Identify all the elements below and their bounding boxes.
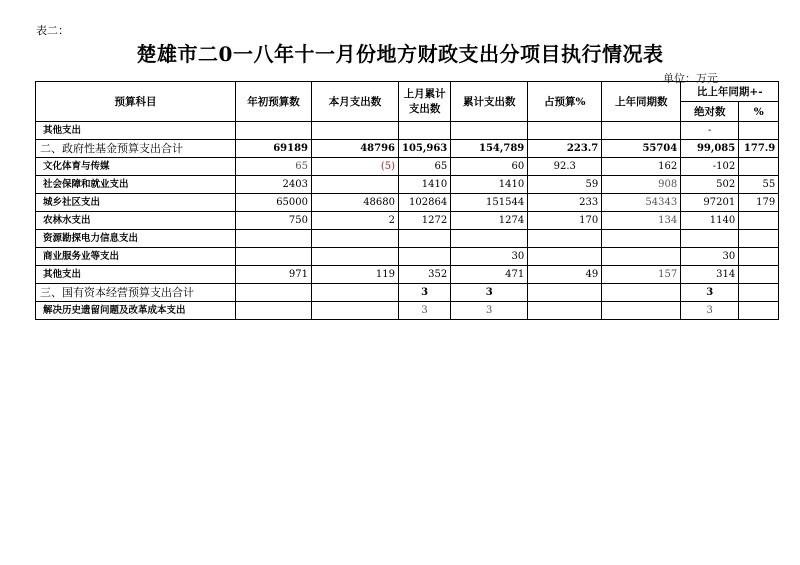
cell-last-month-cumulative: 3 bbox=[399, 302, 451, 320]
cell-yoy-percent bbox=[739, 212, 779, 230]
header-initial-budget: 年初预算数 bbox=[236, 82, 312, 122]
cell-initial-budget: 2403 bbox=[236, 176, 312, 194]
row-label: 农林水支出 bbox=[36, 212, 236, 230]
cell-month-expenditure bbox=[312, 176, 399, 194]
cell-percent-of-budget bbox=[528, 230, 602, 248]
cell-percent-of-budget: 92.3 bbox=[528, 158, 602, 176]
cell-last-month-cumulative: 105,963 bbox=[399, 140, 451, 158]
cell-initial-budget bbox=[236, 230, 312, 248]
cell-initial-budget bbox=[236, 284, 312, 302]
table-row bbox=[36, 158, 779, 176]
cell-month-expenditure bbox=[312, 122, 399, 140]
cell-cumulative-expenditure: 151544 bbox=[451, 194, 528, 212]
table-caption: 表二： bbox=[36, 24, 69, 37]
table-row bbox=[36, 284, 779, 302]
row-label: 商业服务业等支出 bbox=[36, 248, 236, 266]
header-percent-of-budget: 占预算% bbox=[528, 82, 602, 122]
cell-last-year: 55704 bbox=[602, 140, 681, 158]
table-row bbox=[36, 248, 779, 266]
row-label: 社会保障和就业支出 bbox=[36, 176, 236, 194]
table-row bbox=[36, 194, 779, 212]
cell-cumulative-expenditure: 1274 bbox=[451, 212, 528, 230]
table-row bbox=[36, 140, 779, 158]
cell-yoy-absolute: 1140 bbox=[681, 212, 739, 230]
cell-last-year bbox=[602, 302, 681, 320]
header-absolute: 绝对数 bbox=[681, 102, 739, 122]
cell-last-year: 908 bbox=[602, 176, 681, 194]
row-label: 城乡社区支出 bbox=[36, 194, 236, 212]
unit-label: 单位：万元 bbox=[663, 72, 718, 85]
cell-last-month-cumulative bbox=[399, 230, 451, 248]
row-label: 资源勘探电力信息支出 bbox=[36, 230, 236, 248]
cell-initial-budget: 750 bbox=[236, 212, 312, 230]
cell-yoy-percent bbox=[739, 266, 779, 284]
cell-percent-of-budget bbox=[528, 122, 602, 140]
row-label: 其他支出 bbox=[36, 122, 236, 140]
cell-cumulative-expenditure: 154,789 bbox=[451, 140, 528, 158]
table-row bbox=[36, 212, 779, 230]
table-row bbox=[36, 230, 779, 248]
cell-initial-budget bbox=[236, 248, 312, 266]
cell-yoy-absolute: -102 bbox=[681, 158, 739, 176]
header-last-month-cumulative: 上月累计支出数 bbox=[399, 82, 451, 122]
cell-percent-of-budget: 59 bbox=[528, 176, 602, 194]
row-label: 文化体育与传媒 bbox=[36, 158, 236, 176]
cell-month-expenditure: 119 bbox=[312, 266, 399, 284]
cell-percent-of-budget: 49 bbox=[528, 266, 602, 284]
cell-yoy-absolute: - bbox=[681, 122, 739, 140]
cell-cumulative-expenditure: 3 bbox=[451, 284, 528, 302]
cell-cumulative-expenditure bbox=[451, 122, 528, 140]
cell-percent-of-budget bbox=[528, 302, 602, 320]
cell-last-month-cumulative: 352 bbox=[399, 266, 451, 284]
cell-month-expenditure bbox=[312, 302, 399, 320]
cell-percent-of-budget: 223.7 bbox=[528, 140, 602, 158]
cell-yoy-absolute: 3 bbox=[681, 284, 739, 302]
cell-yoy-percent bbox=[739, 248, 779, 266]
cell-cumulative-expenditure: 1410 bbox=[451, 176, 528, 194]
cell-yoy-absolute bbox=[681, 230, 739, 248]
header-subject: 预算科目 bbox=[36, 82, 236, 122]
cell-yoy-absolute: 30 bbox=[681, 248, 739, 266]
header-yoy-change: 比上年同期+- bbox=[681, 82, 779, 102]
row-label: 三、国有资本经营预算支出合计 bbox=[36, 284, 236, 302]
row-label: 解决历史遗留问题及改革成本支出 bbox=[36, 302, 236, 320]
cell-yoy-percent bbox=[739, 230, 779, 248]
cell-yoy-absolute: 99,085 bbox=[681, 140, 739, 158]
cell-month-expenditure bbox=[312, 284, 399, 302]
header-month-expenditure: 本月支出数 bbox=[312, 82, 399, 122]
table-row bbox=[36, 122, 779, 140]
cell-month-expenditure bbox=[312, 230, 399, 248]
cell-month-expenditure: 48680 bbox=[312, 194, 399, 212]
cell-yoy-percent bbox=[739, 284, 779, 302]
cell-cumulative-expenditure: 471 bbox=[451, 266, 528, 284]
cell-yoy-percent bbox=[739, 302, 779, 320]
cell-last-year bbox=[602, 284, 681, 302]
cell-cumulative-expenditure: 30 bbox=[451, 248, 528, 266]
cell-yoy-absolute: 502 bbox=[681, 176, 739, 194]
cell-percent-of-budget bbox=[528, 284, 602, 302]
table-row bbox=[36, 266, 779, 284]
cell-percent-of-budget: 170 bbox=[528, 212, 602, 230]
cell-yoy-absolute: 3 bbox=[681, 302, 739, 320]
cell-last-year: 54343 bbox=[602, 194, 681, 212]
cell-last-month-cumulative: 1410 bbox=[399, 176, 451, 194]
header-last-year-same-period: 上年同期数 bbox=[602, 82, 681, 122]
cell-cumulative-expenditure bbox=[451, 230, 528, 248]
cell-month-expenditure bbox=[312, 248, 399, 266]
cell-last-year bbox=[602, 248, 681, 266]
cell-last-month-cumulative bbox=[399, 248, 451, 266]
cell-last-month-cumulative: 1272 bbox=[399, 212, 451, 230]
cell-yoy-absolute: 97201 bbox=[681, 194, 739, 212]
cell-initial-budget: 971 bbox=[236, 266, 312, 284]
cell-initial-budget: 69189 bbox=[236, 140, 312, 158]
cell-last-month-cumulative: 102864 bbox=[399, 194, 451, 212]
cell-initial-budget: 65000 bbox=[236, 194, 312, 212]
cell-yoy-percent bbox=[739, 122, 779, 140]
row-label: 二、政府性基金预算支出合计 bbox=[36, 140, 236, 158]
cell-month-expenditure: 2 bbox=[312, 212, 399, 230]
cell-yoy-percent bbox=[739, 158, 779, 176]
cell-yoy-percent: 179 bbox=[739, 194, 779, 212]
cell-last-year: 157 bbox=[602, 266, 681, 284]
expenditure-table bbox=[35, 81, 779, 320]
cell-yoy-percent: 177.9 bbox=[739, 140, 779, 158]
table-row bbox=[36, 176, 779, 194]
cell-month-expenditure: (5) bbox=[312, 158, 399, 176]
cell-last-year bbox=[602, 122, 681, 140]
cell-month-expenditure: 48796 bbox=[312, 140, 399, 158]
table-row bbox=[36, 302, 779, 320]
cell-last-year: 162 bbox=[602, 158, 681, 176]
cell-last-year bbox=[602, 230, 681, 248]
header-percent: % bbox=[739, 102, 779, 122]
cell-cumulative-expenditure: 3 bbox=[451, 302, 528, 320]
cell-initial-budget bbox=[236, 122, 312, 140]
cell-yoy-percent: 55 bbox=[739, 176, 779, 194]
cell-initial-budget bbox=[236, 302, 312, 320]
cell-percent-of-budget bbox=[528, 248, 602, 266]
cell-initial-budget: 65 bbox=[236, 158, 312, 176]
cell-last-month-cumulative: 3 bbox=[399, 284, 451, 302]
cell-yoy-absolute: 314 bbox=[681, 266, 739, 284]
cell-last-year: 134 bbox=[602, 212, 681, 230]
cell-last-month-cumulative bbox=[399, 122, 451, 140]
page-title: 楚雄市二0一八年十一月份地方财政支出分项目执行情况表 bbox=[136, 42, 664, 66]
row-label: 其他支出 bbox=[36, 266, 236, 284]
cell-last-month-cumulative: 65 bbox=[399, 158, 451, 176]
cell-cumulative-expenditure: 60 bbox=[451, 158, 528, 176]
cell-percent-of-budget: 233 bbox=[528, 194, 602, 212]
header-cumulative-expenditure: 累计支出数 bbox=[451, 82, 528, 122]
